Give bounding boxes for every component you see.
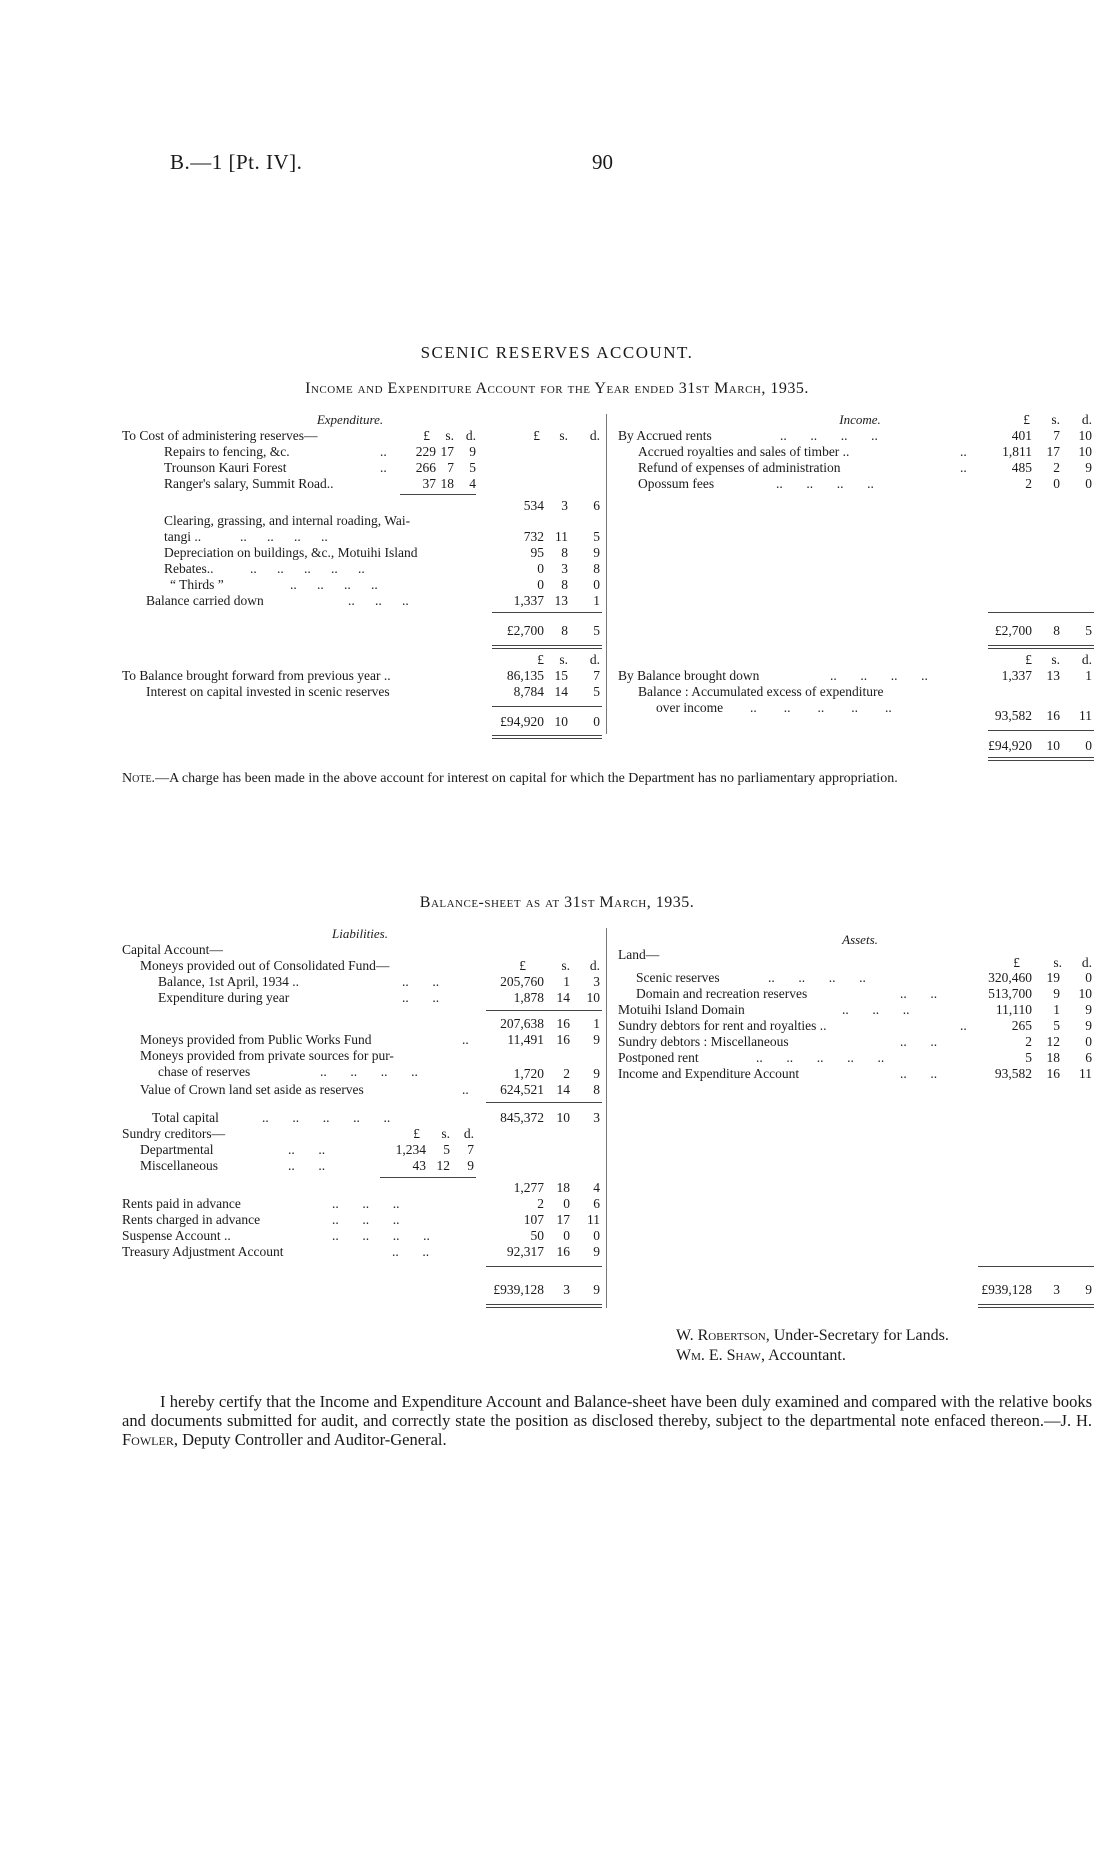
total-rule: [988, 648, 1094, 649]
total-rule: [988, 760, 1094, 761]
liab-pounds: 107: [523, 1212, 544, 1227]
inc-second-pence-head: d.: [1081, 652, 1092, 667]
sundry-label: Departmental: [140, 1142, 214, 1157]
capital-account-label: Capital Account—: [122, 942, 223, 957]
exp-item-label: Rebates..: [164, 561, 214, 576]
exp-clearing-label-1: Clearing, grassing, and internal roading, Wai-: [164, 513, 411, 528]
liab-pence: 6: [593, 1196, 600, 1211]
asset-pence: 9: [1085, 1018, 1092, 1033]
asset-pence: 9: [1085, 1002, 1092, 1017]
liab-label: Treasury Adjustment Account: [122, 1244, 284, 1259]
inc-label: Accrued royalties and sales of timber ..: [638, 444, 850, 459]
sundry-pound-head: £: [413, 1126, 420, 1141]
inc-pence-head: d.: [1081, 412, 1092, 427]
inc-total-shillings: 8: [1053, 623, 1060, 638]
total-rule: [988, 612, 1094, 613]
inc-label: Refund of expenses of administration: [638, 460, 841, 475]
asset-label: Sundry debtors for rent and royalties ..: [618, 1018, 827, 1033]
asset-pence: 6: [1085, 1050, 1092, 1065]
liab-pounds: 2: [537, 1196, 544, 1211]
inc-second-pounds: 1,337: [1001, 668, 1032, 683]
exp-second-total-pence: 0: [593, 714, 600, 729]
inc-total-pence: 5: [1085, 623, 1092, 638]
subtotal-rule: [400, 494, 476, 495]
liab-shillings: 1: [563, 974, 570, 989]
exp-item-pence: 8: [593, 561, 600, 576]
total-capital-label: Total capital: [152, 1110, 219, 1125]
asset-pence-head: d.: [1081, 955, 1092, 970]
leader-dots: ..: [960, 1018, 967, 1033]
subtotal-rule: [486, 1102, 602, 1103]
inc-shillings: 2: [1053, 460, 1060, 475]
certificate-signer-title: , Deputy Controller and Auditor-General.: [173, 1430, 447, 1449]
asset-pounds: 320,460: [988, 970, 1032, 985]
public-works-label: Moneys provided from Public Works Fund: [140, 1032, 372, 1047]
exp-sub-label: Ranger's salary, Summit Road..: [164, 476, 334, 491]
exp-second-pence-head: d.: [589, 652, 600, 667]
inc-shillings: 7: [1053, 428, 1060, 443]
sundry-shilling-head: s.: [441, 1126, 450, 1141]
leader-dots: .. .. .. .. ..: [756, 1050, 885, 1065]
inc-second-pence: 1: [1085, 668, 1092, 683]
exp-second-pounds: 8,784: [513, 684, 544, 699]
total-rule: [486, 1307, 602, 1308]
exp-cost-total-pence: 6: [593, 498, 600, 513]
exp-second-shillings: 14: [554, 684, 568, 699]
exp-item-pounds: 0: [537, 561, 544, 576]
liab-label: Expenditure during year: [158, 990, 290, 1005]
inc-pounds: 485: [1011, 460, 1032, 475]
crown-land-pence: 8: [593, 1082, 600, 1097]
liab-total-pence: 9: [593, 1282, 600, 1297]
leader-dots: .. .. ..: [842, 1002, 910, 1017]
exp-inner-shilling-head: s.: [445, 428, 454, 443]
exp-inner-pound-head: £: [423, 428, 430, 443]
subtotal-rule: [380, 1177, 476, 1178]
total-rule: [492, 612, 602, 613]
inc-second-shillings: 13: [1046, 668, 1060, 683]
liabilities-heading: Liabilities.: [332, 926, 388, 941]
exp-second-label: To Balance brought forward from previous year ..: [122, 668, 391, 683]
exp-item-pence: 1: [593, 593, 600, 608]
leader-dots: ..: [462, 1032, 469, 1047]
exp-second-pound-head: £: [537, 652, 544, 667]
exp-cost-total-shillings: 3: [561, 498, 568, 513]
liab-label: Rents charged in advance: [122, 1212, 261, 1227]
exp-sub-pounds: 229: [415, 444, 436, 459]
exp-item-label: “ Thirds ”: [170, 577, 224, 592]
leader-dots: ..: [380, 444, 387, 459]
sundry-shillings: 12: [436, 1158, 450, 1173]
exp-second-label: Interest on capital invested in scenic reserves: [146, 684, 390, 699]
certificate-text: I hereby certify that the Income and Expenditure Account and Balance-sheet have been duly examined and compared with the relative books and documents submitted for audit, and correctly state the position as disclosed thereby, subject to the departmental note enfaced thereon.—: [122, 1392, 1092, 1430]
liab-total-shillings: 3: [563, 1282, 570, 1297]
total-rule: [978, 1266, 1094, 1267]
sundry-pounds: 43: [412, 1158, 426, 1173]
asset-total-pounds: £939,128: [981, 1282, 1032, 1297]
public-works-shillings: 16: [556, 1032, 570, 1047]
exp-item-pounds: 95: [530, 545, 544, 560]
exp-item-pounds: 0: [537, 577, 544, 592]
inc-pounds: 1,811: [1002, 444, 1032, 459]
leader-dots: .. ..: [900, 986, 938, 1001]
total-rule: [492, 645, 602, 646]
exp-clearing-pounds: 732: [523, 529, 544, 544]
leader-dots: .. ..: [900, 1034, 938, 1049]
liab-pounds: 1,878: [513, 990, 544, 1005]
liab-pounds: 92,317: [506, 1244, 544, 1259]
liab-pence: 0: [593, 1228, 600, 1243]
exp-item-pence: 0: [593, 577, 600, 592]
sundry-creditors-label: Sundry creditors—: [122, 1126, 226, 1141]
leader-dots: ..: [462, 1082, 469, 1097]
asset-shilling-head: s.: [1053, 955, 1062, 970]
inc-balance-label-2: over income: [656, 700, 724, 715]
leader-dots: .. ..: [288, 1158, 326, 1173]
public-works-pounds: 11,491: [507, 1032, 544, 1047]
asset-pound-head: £: [1013, 955, 1020, 970]
leader-dots: .. ..: [402, 990, 440, 1005]
signatory-title: , Accountant.: [760, 1347, 846, 1364]
liab-pence: 10: [586, 990, 600, 1005]
exp-clearing-shillings: 11: [555, 529, 568, 544]
income-expenditure-subtitle: Income and Expenditure Account for the Year ended 31st March, 1935.: [305, 380, 809, 397]
liab-label: Rents paid in advance: [122, 1196, 241, 1211]
inc-second-total-shillings: 10: [1046, 738, 1060, 753]
leader-dots: .. .. .. .. ..: [262, 1110, 391, 1125]
public-works-pence: 9: [593, 1032, 600, 1047]
exp-sub-pence: 4: [469, 476, 476, 491]
inc-second-pound-head: £: [1025, 652, 1032, 667]
liab-label: Suspense Account ..: [122, 1228, 231, 1243]
total-capital-pence: 3: [593, 1110, 600, 1125]
leader-dots: .. ..: [288, 1142, 326, 1157]
audit-certificate: [122, 1392, 1092, 1449]
private-sources-shillings: 2: [563, 1066, 570, 1081]
liab-shillings: 16: [556, 1244, 570, 1259]
exp-cost-total-pounds: 534: [523, 498, 544, 513]
total-rule: [486, 1304, 602, 1305]
leader-dots: .. .. .. ..: [240, 529, 328, 544]
note-text: —A charge has been made in the above account for interest on capital for which the Department has no parliamentary appropriation.: [155, 771, 898, 786]
column-divider: [606, 928, 607, 1308]
asset-shillings: 9: [1053, 986, 1060, 1001]
document-reference: B.—1 [Pt. IV].: [170, 150, 303, 174]
income-heading: Income.: [839, 412, 881, 427]
total-rule: [988, 730, 1094, 731]
exp-second-pence: 7: [593, 668, 600, 683]
asset-pounds: 2: [1025, 1034, 1032, 1049]
liab-shillings: 14: [556, 990, 570, 1005]
liab-pound-head: £: [519, 958, 526, 973]
inc-pence: 0: [1085, 476, 1092, 491]
leader-dots: .. .. .. ..: [830, 668, 928, 683]
total-rule: [486, 1266, 602, 1267]
asset-label: Domain and recreation reserves: [636, 986, 808, 1001]
inc-pence: 10: [1078, 444, 1092, 459]
inc-balance-label-1: Balance : Accumulated excess of expenditure: [638, 684, 884, 699]
leader-dots: .. .. .. ..: [768, 970, 866, 985]
asset-pence: 0: [1085, 1034, 1092, 1049]
inc-pounds: 401: [1011, 428, 1032, 443]
exp-outer-pence-head: d.: [589, 428, 600, 443]
inc-label: Opossum fees: [638, 476, 715, 491]
crown-land-shillings: 14: [556, 1082, 570, 1097]
liab-cons-total-pounds: 207,638: [500, 1016, 544, 1031]
expenditure-heading: Expenditure.: [316, 412, 384, 427]
asset-shillings: 1: [1053, 1002, 1060, 1017]
leader-dots: .. ..: [900, 1066, 938, 1081]
certificate-signer: J. H. Fowler: [122, 1411, 1092, 1449]
inc-shillings: 17: [1046, 444, 1060, 459]
asset-pounds: 5: [1025, 1050, 1032, 1065]
leader-dots: ..: [960, 444, 967, 459]
liab-pence-head: d.: [589, 958, 600, 973]
subtotal-rule: [486, 1010, 602, 1011]
total-rule: [492, 648, 602, 649]
asset-pence: 0: [1085, 970, 1092, 985]
exp-outer-pound-head: £: [533, 428, 540, 443]
exp-sub-pence: 9: [469, 444, 476, 459]
sundry-pence-head: d.: [463, 1126, 474, 1141]
column-divider: [606, 414, 607, 734]
exp-second-pence: 5: [593, 684, 600, 699]
private-sources-pence: 9: [593, 1066, 600, 1081]
total-rule: [492, 735, 602, 736]
leader-dots: .. .. ..: [348, 593, 409, 608]
inc-pounds: 2: [1025, 476, 1032, 491]
asset-label: Postponed rent: [618, 1050, 699, 1065]
inc-second-total-pence: 0: [1085, 738, 1092, 753]
exp-second-pounds: 86,135: [506, 668, 544, 683]
page-title: SCENIC RESERVES ACCOUNT.: [420, 343, 694, 362]
leader-dots: .. .. .. ..: [320, 1064, 418, 1079]
leader-dots: .. .. .. ..: [776, 476, 874, 491]
liab-shillings: 17: [556, 1212, 570, 1227]
signatory-name: Wm. E. Shaw: [676, 1347, 761, 1364]
sundry-pence: 9: [467, 1158, 474, 1173]
asset-label: Motuihi Island Domain: [618, 1002, 745, 1017]
leader-dots: .. ..: [402, 974, 440, 989]
leader-dots: .. .. .. ..: [780, 428, 878, 443]
exp-item-pence: 9: [593, 545, 600, 560]
inc-label: By Accrued rents: [618, 428, 712, 443]
asset-pounds: 11,110: [995, 1002, 1032, 1017]
exp-sub-shillings: 17: [440, 444, 454, 459]
signature-accountant: [676, 1346, 846, 1366]
asset-label: Income and Expenditure Account: [618, 1066, 800, 1081]
exp-second-shillings: 15: [554, 668, 568, 683]
exp-second-total-shillings: 10: [554, 714, 568, 729]
sundry-pence: 7: [467, 1142, 474, 1157]
exp-sub-shillings: 7: [447, 460, 454, 475]
inc-total-pounds: £2,700: [994, 623, 1032, 638]
inc-balance-pounds: 93,582: [994, 708, 1032, 723]
asset-pence: 10: [1078, 986, 1092, 1001]
liab-pence: 9: [593, 1244, 600, 1259]
inc-balance-pence: 11: [1079, 708, 1092, 723]
exp-sub-pounds: 266: [415, 460, 436, 475]
private-sources-label-2: chase of reserves: [158, 1064, 251, 1079]
exp-item-shillings: 8: [561, 577, 568, 592]
inc-shillings: 0: [1053, 476, 1060, 491]
liab-total-pounds: £939,128: [493, 1282, 544, 1297]
asset-total-shillings: 3: [1053, 1282, 1060, 1297]
exp-item-shillings: 3: [561, 561, 568, 576]
exp-sub-pounds: 37: [422, 476, 436, 491]
private-sources-label-1: Moneys provided from private sources for pur-: [140, 1048, 394, 1063]
leader-dots: .. .. .. ..: [290, 577, 378, 592]
asset-pounds: 93,582: [994, 1066, 1032, 1081]
page-number: 90: [592, 150, 613, 174]
exp-outer-shilling-head: s.: [559, 428, 568, 443]
liab-pence: 11: [587, 1212, 600, 1227]
exp-item-pounds: 1,337: [513, 593, 544, 608]
signatory-name: W. Robertson: [676, 1327, 766, 1344]
total-rule: [988, 645, 1094, 646]
exp-total-shillings: 8: [561, 623, 568, 638]
liab-cons-total-pence: 1: [593, 1016, 600, 1031]
exp-item-shillings: 8: [561, 545, 568, 560]
inc-shilling-head: s.: [1051, 412, 1060, 427]
total-rule: [978, 1307, 1094, 1308]
liab-label: Balance, 1st April, 1934 ..: [158, 974, 299, 989]
inc-second-total-pounds: £94,920: [988, 738, 1032, 753]
inc-pound-head: £: [1023, 412, 1030, 427]
sundry-total-pence: 4: [593, 1180, 600, 1195]
exp-sub-shillings: 18: [440, 476, 454, 491]
inc-pence: 9: [1085, 460, 1092, 475]
exp-second-shilling-head: s.: [559, 652, 568, 667]
exp-sub-label: Repairs to fencing, &c.: [164, 444, 290, 459]
sundry-shillings: 5: [443, 1142, 450, 1157]
private-sources-pounds: 1,720: [513, 1066, 544, 1081]
total-rule: [492, 706, 602, 707]
asset-shillings: 18: [1046, 1050, 1060, 1065]
total-rule: [492, 738, 602, 739]
note-lead: Note.: [122, 771, 156, 786]
exp-inner-pence-head: d.: [465, 428, 476, 443]
total-capital-shillings: 10: [556, 1110, 570, 1125]
exp-clearing-pence: 5: [593, 529, 600, 544]
asset-shillings: 5: [1053, 1018, 1060, 1033]
leader-dots: .. .. .. ..: [332, 1228, 430, 1243]
crown-land-label: Value of Crown land set aside as reserves: [140, 1082, 364, 1097]
sundry-total-shillings: 18: [556, 1180, 570, 1195]
asset-pence: 11: [1079, 1066, 1092, 1081]
signatory-title: , Under-Secretary for Lands.: [765, 1327, 949, 1344]
asset-label: Sundry debtors : Miscellaneous: [618, 1034, 789, 1049]
crown-land-pounds: 624,521: [500, 1082, 544, 1097]
liab-shilling-head: s.: [561, 958, 570, 973]
exp-item-label: Depreciation on buildings, &c., Motuihi Island: [164, 545, 418, 560]
sundry-label: Miscellaneous: [140, 1158, 218, 1173]
liab-cons-total-shillings: 16: [556, 1016, 570, 1031]
exp-item-label: Balance carried down: [146, 593, 264, 608]
total-capital-pounds: 845,372: [500, 1110, 544, 1125]
asset-shillings: 19: [1046, 970, 1060, 985]
liab-shillings: 0: [563, 1196, 570, 1211]
asset-shillings: 12: [1046, 1034, 1060, 1049]
liab-pence: 3: [593, 974, 600, 989]
exp-total-pounds: £2,700: [506, 623, 544, 638]
leader-dots: .. ..: [392, 1244, 430, 1259]
inc-second-shilling-head: s.: [1051, 652, 1060, 667]
asset-shillings: 16: [1046, 1066, 1060, 1081]
liab-pounds: 205,760: [500, 974, 544, 989]
liab-shillings: 0: [563, 1228, 570, 1243]
leader-dots: .. .. .. .. ..: [750, 700, 892, 715]
liab-pounds: 50: [530, 1228, 544, 1243]
inc-second-label: By Balance brought down: [618, 668, 760, 683]
consolidated-fund-label: Moneys provided out of Consolidated Fund—: [140, 958, 390, 973]
sundry-pounds: 1,234: [395, 1142, 426, 1157]
exp-cost-label: To Cost of administering reserves—: [122, 428, 318, 443]
total-rule: [988, 757, 1094, 758]
exp-sub-label: Trounson Kauri Forest: [164, 460, 287, 475]
exp-clearing-label-2: tangi ..: [164, 529, 202, 544]
leader-dots: .. .. ..: [332, 1196, 400, 1211]
total-rule: [978, 1304, 1094, 1305]
leader-dots: .. .. ..: [332, 1212, 400, 1227]
sundry-total-pounds: 1,277: [513, 1180, 544, 1195]
leader-dots: ..: [380, 460, 387, 475]
asset-total-pence: 9: [1085, 1282, 1092, 1297]
asset-label: Scenic reserves: [636, 970, 720, 985]
asset-pounds: 265: [1011, 1018, 1032, 1033]
exp-total-pence: 5: [593, 623, 600, 638]
signature-under-secretary: [676, 1326, 949, 1346]
inc-pence: 10: [1078, 428, 1092, 443]
assets-heading: Assets.: [842, 932, 878, 947]
exp-item-shillings: 13: [554, 593, 568, 608]
exp-sub-pence: 5: [469, 460, 476, 475]
balance-sheet-heading: Balance-sheet as at 31st March, 1935.: [419, 894, 695, 911]
leader-dots: .. .. .. .. ..: [250, 561, 365, 576]
exp-second-total-pounds: £94,920: [500, 714, 544, 729]
leader-dots: ..: [960, 460, 967, 475]
land-label: Land—: [618, 947, 660, 962]
account-note: [122, 770, 1092, 787]
asset-pounds: 513,700: [988, 986, 1032, 1001]
inc-balance-shillings: 16: [1046, 708, 1060, 723]
